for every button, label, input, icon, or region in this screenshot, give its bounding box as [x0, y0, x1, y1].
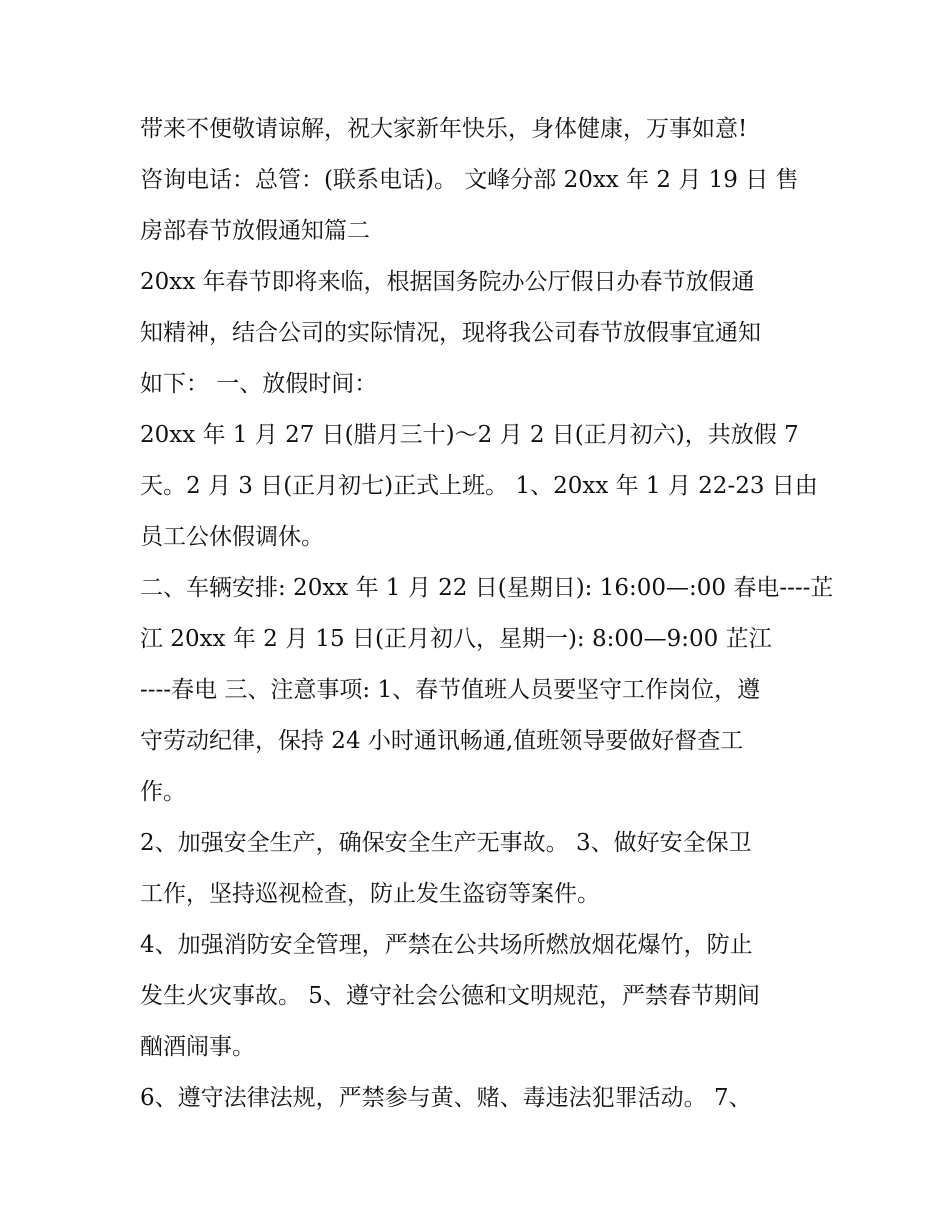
text-line: 江 20xx 年 2 月 15 日(正月初八，星期一): 8:00—9:00 芷江	[140, 626, 772, 652]
text-line: 6、遵守法律法规，严禁参与黄、赌、毒违法犯罪活动。 7、	[140, 1085, 752, 1111]
document-body-text	[140, 104, 834, 1124]
text-line: ----春电 三、注意事项: 1、春节值班人员要坚守工作岗位，遵	[140, 677, 761, 703]
text-line: 房部春节放假通知篇二	[140, 218, 370, 244]
text-line: 员工公休假调休。	[140, 524, 324, 550]
text-line: 天。2 月 3 日(正月初七)正式上班。 1、20xx 年 1 月 22-23 日由	[140, 473, 818, 499]
text-line: 4、加强消防安全管理，严禁在公共场所燃放烟花爆竹，防止	[140, 932, 753, 958]
text-line: 酗酒闹事。	[140, 1034, 255, 1060]
text-line: 带来不便敬请谅解，祝大家新年快乐，身体健康，万事如意!	[140, 116, 748, 142]
text-line: 二、车辆安排: 20xx 年 1 月 22 日(星期日): 16:00—:00 春电----芷	[140, 575, 834, 601]
text-line: 20xx 年春节即将来临，根据国务院办公厅假日办春节放假通	[140, 269, 755, 295]
text-line: 守劳动纪律，保持 24 小时通讯畅通,值班领导要做好督查工	[140, 728, 744, 754]
text-line: 发生火灾事故。 5、遵守社会公德和文明规范，严禁春节期间	[140, 983, 760, 1009]
text-line: 2、加强安全生产，确保安全生产无事故。 3、做好安全保卫	[140, 830, 752, 856]
text-line: 如下： 一、放假时间：	[140, 371, 378, 397]
text-line: 咨询电话：总管：(联系电话)。 文峰分部 20xx 年 2 月 19 日 售	[140, 167, 799, 193]
text-line: 20xx 年 1 月 27 日(腊月三十)～2 月 2 日(正月初六)，共放假 7	[140, 422, 799, 448]
text-line: 知精神，结合公司的实际情况，现将我公司春节放假事宜通知	[140, 320, 761, 346]
text-line: 工作，坚持巡视检查，防止发生盗窃等案件。	[140, 881, 600, 907]
text-line: 作。	[140, 779, 186, 805]
